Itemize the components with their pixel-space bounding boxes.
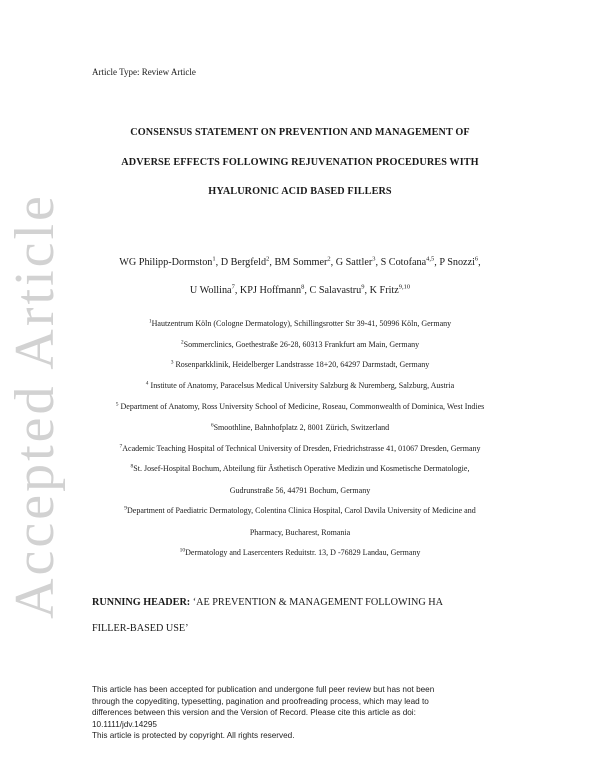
affiliation-text: Hautzentrum Köln (Cologne Dermatology), Schillingsrotter Str 39-41, 50996 Köln, Germany [151,319,452,328]
affiliation [60,402,540,411]
accepted-article-watermark [4,88,66,724]
affiliation-text: Department of Anatomy, Ross University School of Medicine, Roseau, Commonwealth of Dominica, West Indies [118,402,485,411]
author-sup: 2 [266,255,270,263]
running-header-label: RUNNING HEADER: [92,597,191,608]
affiliation-text: Academic Teaching Hospital of Technical University of Dresden, Friedrichstrasse 41, 01067 Dresden, Germany [122,444,481,453]
author-name: S Cotofana [380,257,427,268]
author-sup: 2 [327,255,331,263]
affiliation [60,464,540,473]
affiliation-text: Smoothline, Bahnhofplatz 2, 8001 Zürich, Switzerland [213,423,390,432]
acceptance-notice [92,684,512,742]
authors-line-1: WG Philipp-Dormston$^1$, D Bergfeld$^2$, BM Sommer$^2$, G Sattler$^3$, S Cotofana$^{4,5}$, P Snozzi$^6$, [119,255,481,268]
affiliation-text: Sommerclinics, Goethestraße 26-28, 60313 Frankfurt am Main, Germany [183,340,420,349]
title-line-3: HYALURONIC ACID BASED FILLERS [208,186,392,197]
author-name: G Sattler [335,257,373,268]
author-name: WG Philipp-Dormston [119,257,213,268]
affiliation [60,381,540,390]
author-name: KPJ Hoffmann [239,285,302,296]
affiliation-text: Rosenparkklinik, Heidelberger Landstrasse 18+20, 64297 Darmstadt, Germany [173,360,430,369]
affiliation [60,444,540,453]
author-name: U Wollina [189,285,232,296]
affiliation-sup: 7 [119,443,123,450]
author-name: P Snozzi [439,257,475,268]
author-name: K Fritz [369,285,399,296]
authors-line-2: U Wollina$^7$, KPJ Hoffmann$^8$, C Salavastru$^9$, K Fritz$^{9,10}$ [189,283,411,296]
notice-line: This article has been accepted for publication and undergone full peer review but has not been [92,685,435,694]
title-line-2: ADVERSE EFFECTS FOLLOWING REJUVENATION PROCEDURES WITH [121,157,479,168]
affiliation [60,486,540,495]
author-sup: 1 [212,255,216,263]
affiliation-sup: 2 [180,339,184,346]
author-sup: 3 [372,255,376,263]
affiliation-sup: 8 [130,463,134,470]
author-sup: 9,10 [398,283,411,291]
author-sup: 8 [301,283,305,291]
title-line-1: CONSENSUS STATEMENT ON PREVENTION AND MANAGEMENT OF [130,127,470,138]
author-name: C Salavastru [309,285,362,296]
author-sup: 7 [231,283,235,291]
affiliation [60,360,540,369]
affiliation-sup: 6 [210,422,214,429]
article-type: Article Type: Review Article [92,67,196,77]
affiliation-text: St. Josef-Hospital Bochum, Abteilung für Ästhetisch Operative Medizin und Kosmetische Dermatologie, [133,464,470,473]
author-name: BM Sommer [274,257,328,268]
affiliation-text: Department of Paediatric Dermatology, Colentina Clinica Hospital, Carol Davila University of Medicine and [127,506,476,515]
affiliation [60,528,540,537]
affiliation [60,548,540,557]
affiliation-sup: 9 [124,505,128,512]
affiliation-text: Pharmacy, Bucharest, Romania [249,528,351,537]
notice-line: through the copyediting, typesetting, pagination and proofreading process, which may lead to [92,696,429,706]
affiliation-sup: 10 [179,547,186,554]
watermark-text: Accepted Article [4,193,66,619]
affiliation [60,423,540,432]
affiliation [60,506,540,515]
running-header-line-1: ‘AE PREVENTION & MANAGEMENT FOLLOWING HA [190,597,443,608]
doi-text: 10.1111/jdv.14295 [92,719,157,729]
affiliation-sup: 3 [170,359,174,366]
affiliation-sup: 1 [148,318,152,325]
running-header [92,597,443,608]
affiliation-text: Institute of Anatomy, Paracelsus Medical University Salzburg & Nuremberg, Salzburg, Austria [148,381,455,390]
affiliation-text: Gudrunstraße 56, 44791 Bochum, Germany [229,486,371,495]
notice-line: differences between this version and the Version of Record. Please cite this article as doi: [92,708,416,718]
affiliation-sup: 4 [145,380,149,387]
author-sup: 6 [474,255,479,263]
running-header-line-2: FILLER-BASED USE’ [92,623,189,634]
affiliation-text: Dermatology and Lasercenters Reduitstr. 13, D -76829 Landau, Germany [185,548,421,557]
author-name: D Bergfeld [220,257,267,268]
affiliation [60,319,540,328]
author-sup: 4,5 [426,255,435,263]
author-sup: 9 [361,283,365,291]
affiliation [60,340,540,349]
affiliation-sup: 5 [115,401,119,408]
copyright-notice: This article is protected by copyright. All rights reserved. [92,731,295,741]
